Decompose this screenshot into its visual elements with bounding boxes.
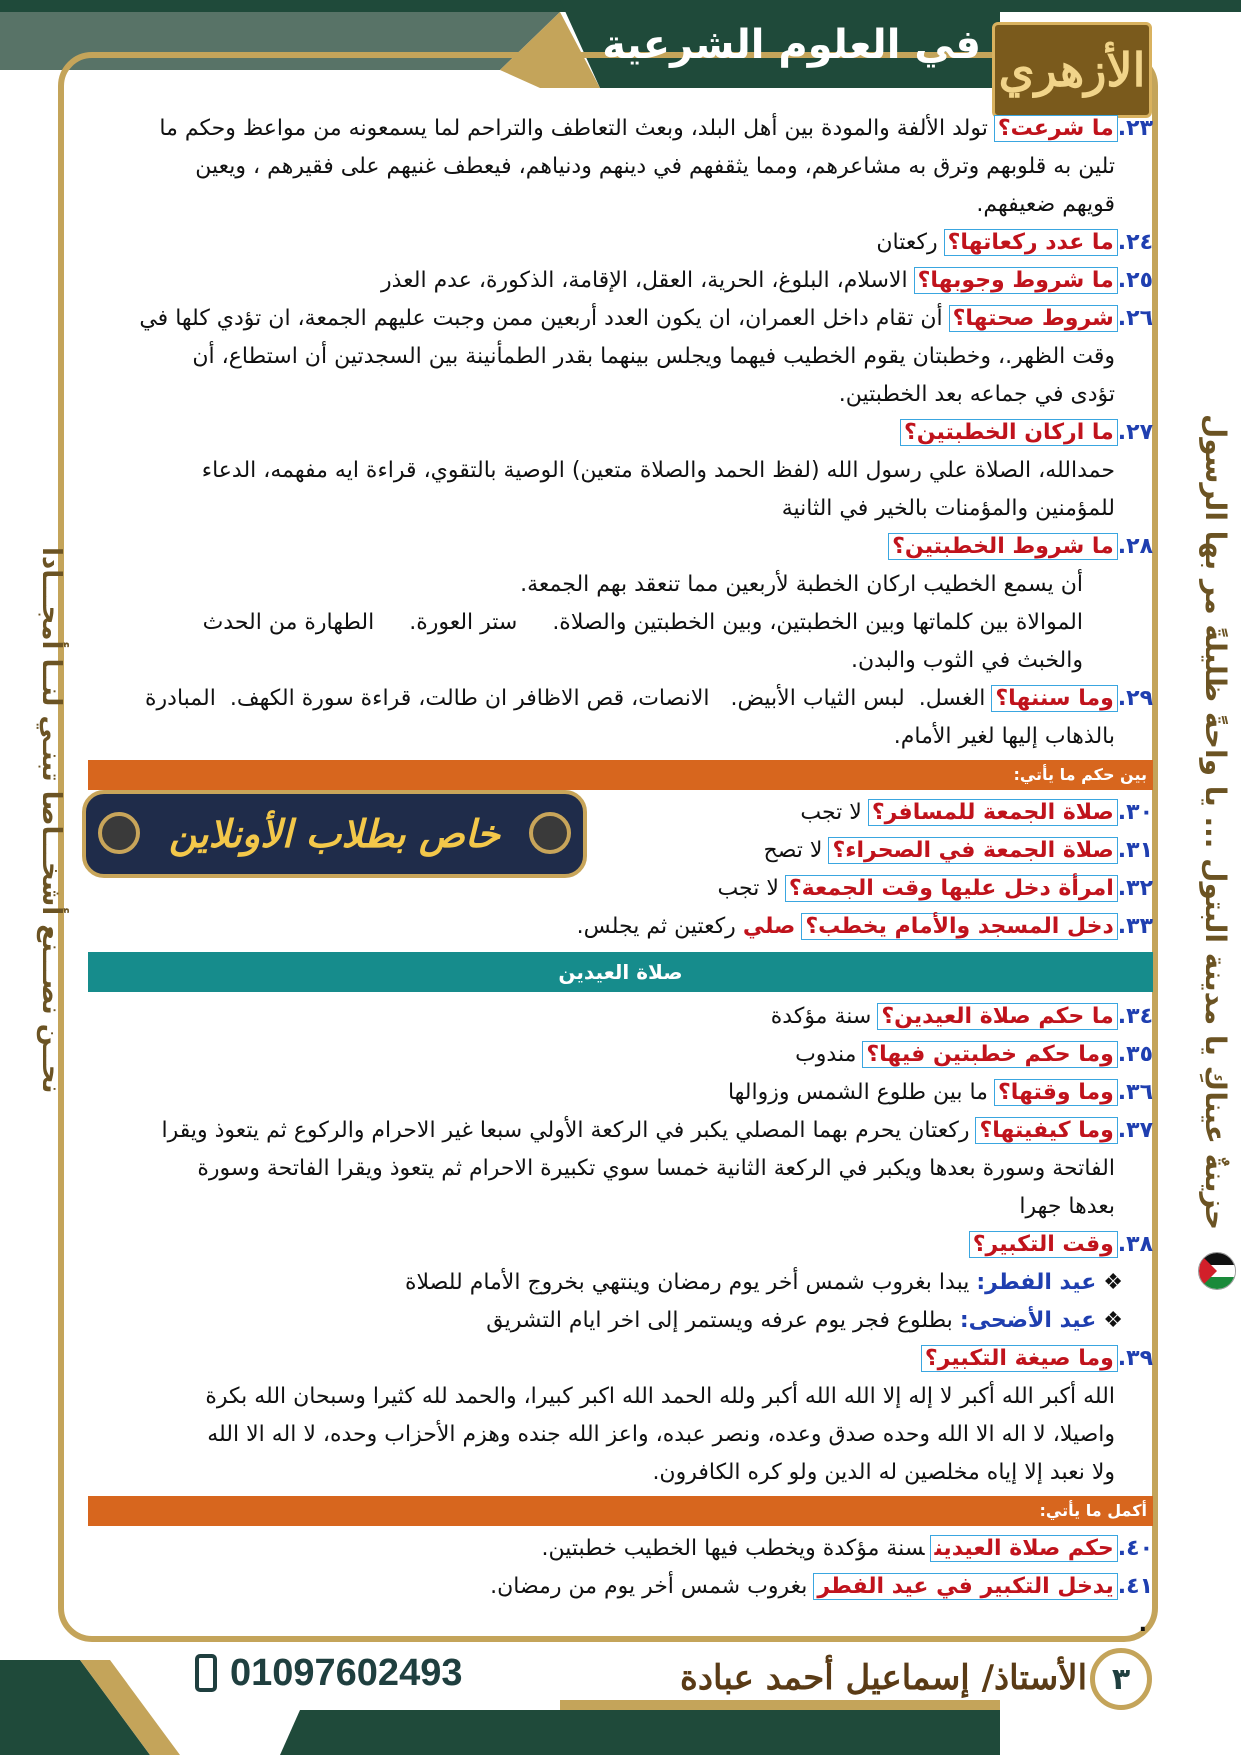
section-bar-eid: صلاة العيدين: [88, 952, 1153, 992]
q-item: ٣٧.وما كيفيتها؟ركعتان يحرم بهما المصلي يكبر في الركعة الأولي سبعا غير الاحرام والركوع ثم يتعوذ ويقرا الفاتحة وسورة بعدها ويكبر في الركعة الثانية خمسا سوي تكبيرة الاحرام ثم يتعوذ ويقرا الفاتحة وسورة بعدها جهرا: [88, 1112, 1153, 1226]
badge-label: خاص بطلاب الأونلاين: [169, 812, 500, 856]
question-label: ما شروط وجوبها؟: [914, 267, 1118, 294]
author-signature: الأستاذ/ إسماعيل أحمد عبادة: [680, 1658, 1088, 1698]
complete-list: [88, 1530, 1153, 1644]
answer-text: ما بين طلوع الشمس وزوالها: [727, 1080, 988, 1105]
page-number: ٣: [1090, 1648, 1152, 1710]
answer-continuation: قويهم ضعيفهم.: [976, 192, 1115, 217]
question-list-jumuah: [88, 110, 1153, 756]
answer-continuation: الموالاة بين كلماتها وبين الخطبتين، وبين الخطبتين والصلاة. ستر العورة. الطهارة من الحدث: [202, 610, 1083, 635]
diamond-bullet-icon: ❖: [1096, 1308, 1123, 1333]
answer-continuation: حمدالله، الصلاة علي رسول الله (لفظ الحمد والصلاة متعين) الوصية بالتقوي، قراءة ايه مفهمه، الدعاء: [201, 458, 1115, 483]
answer-continuation: للمؤمنين والمؤمنات بالخير في الثانية: [781, 496, 1115, 521]
logo: الأزهري: [992, 22, 1152, 118]
ornament-icon: [98, 812, 140, 854]
palestine-flag-icon: [1198, 1252, 1236, 1290]
answer-continuation: تلين به قلوبهم وترق به مشاعرهم، ومما يثقفهم في دينهم ودنياهم، فيعطف غنيهم على فقيرهم ، ويعين: [195, 154, 1115, 179]
side-slogan-right: حزينةٌ عيناكِ يا مدينة البتول ... يا واحةً ظليلةً مر بها الرسول: [1199, 413, 1232, 1230]
question-label: وما صيغة التكبير؟: [921, 1345, 1118, 1372]
q-item: ٣٥.وما حكم خطبتين فيها؟مندوب: [795, 1042, 1153, 1067]
q-item: ٣١.صلاة الجمعة في الصحراء؟لا تصح: [763, 838, 1153, 863]
answer-text: سنة مؤكدة ويخطب فيها الخطيب خطبتين.: [541, 1536, 925, 1561]
bullet-text: بطلوع فجر يوم عرفه ويستمر إلى اخر ايام التشريق: [486, 1308, 953, 1333]
phone-number: 01097602493: [230, 1652, 463, 1694]
question-label: يدخل التكبير في عيد الفطر: [813, 1573, 1117, 1600]
question-label: وما وقتها؟: [994, 1079, 1118, 1106]
question-label: وما حكم خطبتين فيها؟: [862, 1041, 1117, 1068]
answer-text: الغسل. لبس الثياب الأبيض. الانصات، قص الاظافر ان طالت، قراءة سورة الكهف. المبادرة: [145, 686, 986, 711]
answer-text: بغروب شمس أخر يوم من رمضان.: [490, 1574, 808, 1599]
question-label: حكم صلاة العيدين: [930, 1535, 1117, 1562]
page-title: في العلوم الشرعية: [602, 22, 981, 68]
q-item: ٣٩.وما صيغة التكبير؟ الله أكبر الله أكبر لا إله إلا الله الله أكبر ولله الحمد الله اكبر كبيرا، والحمد لله كثيرا وسبحان الله بكرة واصيلا، لا اله الا الله وحده صدق وعده، ونصر عبده، واعز الله جنده وهزم الأحزاب وحده، لا اله الا الله ولا نعبد إلا إياه مخلصين له الدين ولو كره الكافرون.: [88, 1340, 1153, 1492]
answer-continuation: أن يسمع الخطيب اركان الخطبة لأربعين مما تنعقد بهم الجمعة.: [520, 572, 1083, 597]
answer-text: سنة مؤكدة: [770, 1004, 872, 1029]
question-label: وما كيفيتها؟: [975, 1117, 1117, 1144]
q-item: ٢٣.ما شرعت؟تولد الألفة والمودة بين أهل البلد، وبعث التعاطف والتراحم لما يسمعونه من مواعظ وحكم ما تلين به قلوبهم وترق به مشاعرهم، ومما يثقفهم في دينهم ودنياهم، فيعطف غنيهم على فقيرهم ، ويعين قويهم ضعيفهم.: [88, 110, 1153, 224]
answer-text: ركعتان: [876, 230, 938, 255]
section-bar-complete: أكمل ما يأتي:: [88, 1496, 1153, 1526]
question-label: ما شروط الخطبتين؟: [888, 533, 1118, 560]
q-item: ٣٢.امرأة دخل عليها وقت الجمعة؟لا تجب: [717, 876, 1153, 901]
answer-continuation: بعدها جهرا: [1019, 1194, 1115, 1219]
question-label: امرأة دخل عليها وقت الجمعة؟: [785, 875, 1118, 902]
online-students-badge: [82, 790, 587, 878]
answer-continuation: الفاتحة وسورة بعدها ويكبر في الركعة الثانية خمسا سوي تكبيرة الاحرام ثم يتعوذ ويقرا الفاتحة وسورة: [197, 1156, 1115, 1181]
q-item: ٢٧.ما اركان الخطبتين؟ حمدالله، الصلاة علي رسول الله (لفظ الحمد والصلاة متعين) الوصية بالتقوي، قراءة ايه مفهمه، الدعاء للمؤمنين والمؤمنات بالخير في الثانية: [88, 414, 1153, 528]
q-item: ٣٣.دخل المسجد والأمام يخطب؟صلي ركعتين ثم يجلس.: [576, 914, 1153, 939]
answer-continuation: واصيلا، لا اله الا الله وحده صدق وعده، ونصر عبده، واعز الله جنده وهزم الأحزاب وحده، لا اله الا الله: [207, 1422, 1115, 1447]
bullet-item: [88, 1302, 1153, 1340]
answer-text: لا تصح: [763, 838, 823, 863]
answer-text: ركعتين ثم يجلس.: [576, 914, 736, 939]
answer-continuation: بالذهاب إليها لغير الأمام.: [893, 724, 1115, 749]
q-item: ٤٠.حكم صلاة العيدينسنة مؤكدة ويخطب فيها الخطيب خطبتين.: [541, 1536, 1153, 1561]
bullet-label: عيد الفطر:: [976, 1270, 1097, 1295]
question-list-eid: [88, 998, 1153, 1492]
question-label: وما سننها؟: [991, 685, 1117, 712]
answer-continuation: ولا نعبد إلا إياه مخلصين له الدين ولو كره الكافرون.: [652, 1460, 1115, 1485]
q-item: ٣٤.ما حكم صلاة العيدين؟سنة مؤكدة: [770, 1004, 1153, 1029]
q-item: ٢٨.ما شروط الخطبتين؟ أن يسمع الخطيب اركان الخطبة لأربعين مما تنعقد بهم الجمعة. الموالاة بين كلماتها وبين الخطبتين، وبين الخطبتين والصلاة. ستر العورة. الطهارة من الحدث والخبث في الثوب والبدن.: [88, 528, 1153, 680]
q-item: ٢٤.ما عدد ركعاتها؟ركعتان: [876, 230, 1153, 255]
question-label: ما شرعت؟: [994, 115, 1118, 142]
q-item: ٢٥.ما شروط وجوبها؟الاسلام، البلوغ، الحرية، العقل، الإقامة، الذكورة، عدم العذر: [380, 268, 1153, 293]
bullet-item: [88, 1264, 1153, 1302]
q-item: ٣٦.وما وقتها؟ما بين طلوع الشمس وزوالها: [727, 1080, 1153, 1105]
answer-text: تولد الألفة والمودة بين أهل البلد، وبعث التعاطف والتراحم لما يسمعونه من مواعظ وحكم ما: [159, 116, 988, 141]
question-label: وقت التكبير؟: [969, 1231, 1118, 1258]
question-label: ما اركان الخطبتين؟: [900, 419, 1118, 446]
answer-text: لا تجب: [717, 876, 779, 901]
bullet-label: عيد الأضحى:: [959, 1308, 1097, 1333]
answer-continuation: الله أكبر الله أكبر لا إله إلا الله الله أكبر ولله الحمد الله اكبر كبيرا، والحمد لله كثيرا وسبحان الله بكرة: [205, 1384, 1115, 1409]
q-item: ٣٨.وقت التكبير؟: [88, 1226, 1153, 1264]
answer-continuation: وقت الظهر.، وخطبتان يقوم الخطيب فيهما ويجلس بينهما بقدر الطمأنينة بين السجدتين أن استطاع، أن: [192, 344, 1115, 369]
q-item: ٤١.يدخل التكبير في عيد الفطربغروب شمس أخر يوم من رمضان.: [490, 1574, 1153, 1599]
question-label: صلاة الجمعة للمسافر؟: [868, 799, 1118, 826]
answer-text: مندوب: [795, 1042, 857, 1067]
section-bar-rulings: بين حكم ما يأتي:: [88, 760, 1153, 790]
ornament-icon: [529, 812, 571, 854]
diamond-bullet-icon: ❖: [1096, 1270, 1123, 1295]
question-label: دخل المسجد والأمام يخطب؟: [801, 913, 1117, 940]
answer-text: لا تجب: [800, 800, 862, 825]
answer-continuation: والخبث في الثوب والبدن.: [850, 648, 1083, 673]
question-label: صلاة الجمعة في الصحراء؟: [828, 837, 1117, 864]
q-item: ٣٠.صلاة الجمعة للمسافر؟لا تجب: [800, 800, 1153, 825]
answer-continuation: تؤدى في جماعه بعد الخطبتين.: [838, 382, 1115, 407]
question-label: ما حكم صلاة العيدين؟: [877, 1003, 1117, 1030]
answer-text: أن تقام داخل العمران، ان يكون العدد أربعين ممن وجبت عليهم الجمعة، ان تؤدي كلها في: [139, 306, 943, 331]
question-label: شروط صحتها؟: [949, 305, 1118, 332]
answer-text: الاسلام، البلوغ، الحرية، العقل، الإقامة، الذكورة، عدم العذر: [380, 268, 908, 293]
answer-text: ركعتان يحرم بهما المصلي يكبر في الركعة الأولي سبعا غير الاحرام والركوع ثم يتعوذ ويقرا: [161, 1118, 970, 1143]
q-item: ٢٦.شروط صحتها؟أن تقام داخل العمران، ان يكون العدد أربعين ممن وجبت عليهم الجمعة، ان تؤدي كلها في وقت الظهر.، وخطبتان يقوم الخطيب فيهما ويجلس بينهما بقدر الطمأنينة بين السجدتين أن استطاع، أن تؤدى في جماعه بعد الخطبتين.: [88, 300, 1153, 414]
phone-icon: [195, 1654, 217, 1692]
end-dot: .: [1138, 1612, 1147, 1637]
question-label: ما عدد ركعاتها؟: [944, 229, 1118, 256]
side-slogan-left: نحــن نصـــنع أشخـــاصا تبنـي لنــا أمجـــادا: [36, 546, 66, 1094]
bullet-text: يبدا بغروب شمس أخر يوم رمضان وينتهي بخروج الأمام للصلاة: [404, 1270, 970, 1295]
q-item: ٢٩.وما سننها؟الغسل. لبس الثياب الأبيض. الانصات، قص الاظافر ان طالت، قراءة سورة الكهف. المبادرة بالذهاب إليها لغير الأمام.: [88, 680, 1153, 756]
answer-highlight: صلي: [742, 914, 796, 939]
